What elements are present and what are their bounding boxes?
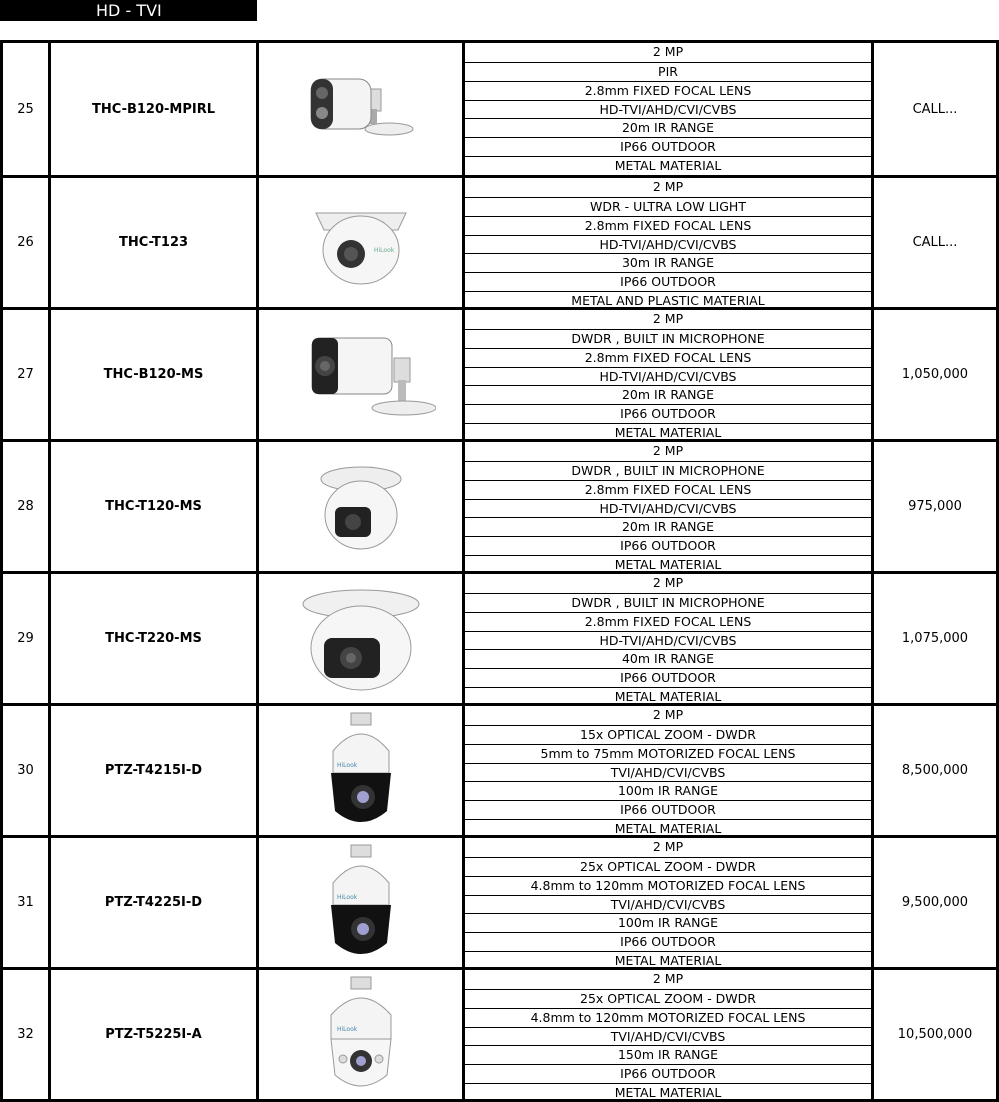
section-header — [0, 0, 257, 21]
product-image — [259, 706, 465, 835]
product-row — [3, 571, 996, 703]
product-row — [3, 835, 996, 967]
spec-line: 2.8mm FIXED FOCAL LENS — [465, 612, 871, 631]
product-price-table — [0, 40, 999, 1102]
spec-line: 20m IR RANGE — [465, 118, 871, 137]
product-number: 30 — [3, 706, 51, 835]
spec-line: IP66 OUTDOOR — [465, 536, 871, 555]
product-image — [259, 442, 465, 571]
spec-line: HD-TVI/AHD/CVI/CVBS — [465, 631, 871, 650]
spec-line: DWDR , BUILT IN MICROPHONE — [465, 593, 871, 612]
spec-line: 2 MP — [652, 575, 684, 590]
spec-line: 2 MP — [652, 443, 684, 458]
product-row — [3, 175, 996, 307]
spec-line: HD-TVI/AHD/CVI/CVBS — [465, 235, 871, 254]
product-specs — [465, 838, 874, 967]
product-number: 28 — [3, 442, 51, 571]
product-model: PTZ-T4215I-D — [51, 706, 259, 835]
product-row — [3, 43, 996, 175]
dome-camera-icon — [306, 198, 416, 288]
spec-line: IP66 OUTDOOR — [465, 137, 871, 156]
spec-line: 30m IR RANGE — [465, 253, 871, 272]
turret-camera-large-icon — [296, 584, 426, 694]
product-row — [3, 439, 996, 571]
spec-line: 5mm to 75mm MOTORIZED FOCAL LENS — [465, 744, 871, 763]
product-number: 32 — [3, 970, 51, 1099]
product-model: THC-T220-MS — [51, 574, 259, 703]
spec-line: WDR - ULTRA LOW LIGHT — [465, 197, 871, 216]
spec-line: IP66 OUTDOOR — [465, 404, 871, 423]
product-price: 9,500,000 — [901, 895, 969, 910]
product-specs — [465, 574, 874, 703]
product-price: CALL... — [912, 101, 958, 117]
spec-line: TVI/AHD/CVI/CVBS — [465, 895, 871, 914]
product-specs — [465, 43, 874, 175]
spec-line: METAL MATERIAL — [465, 555, 871, 574]
product-price: 1,075,000 — [901, 631, 969, 646]
spec-line: 4.8mm to 120mm MOTORIZED FOCAL LENS — [465, 1008, 871, 1027]
spec-line: METAL AND PLASTIC MATERIAL — [465, 291, 871, 310]
spec-line: 25x OPTICAL ZOOM - DWDR — [465, 857, 871, 876]
product-image — [259, 838, 465, 967]
product-price: 8,500,000 — [901, 763, 969, 778]
spec-line: PIR — [465, 62, 871, 81]
spec-line: METAL MATERIAL — [465, 687, 871, 706]
product-row — [3, 307, 996, 439]
bullet-camera-icon — [286, 330, 436, 420]
product-model: PTZ-T5225I-A — [51, 970, 259, 1099]
ptz-camera-white-icon — [321, 975, 401, 1095]
product-price: 10,500,000 — [897, 1027, 973, 1042]
product-number: 31 — [3, 838, 51, 967]
product-specs — [465, 706, 874, 835]
product-model: THC-B120-MS — [51, 310, 259, 439]
spec-line: 4.8mm to 120mm MOTORIZED FOCAL LENS — [465, 876, 871, 895]
product-row — [3, 967, 996, 1099]
section-title: HD - TVI — [96, 1, 162, 20]
product-number: 29 — [3, 574, 51, 703]
spec-line: HD-TVI/AHD/CVI/CVBS — [465, 367, 871, 386]
product-price: 1,050,000 — [901, 367, 969, 382]
turret-camera-icon — [311, 459, 411, 554]
spec-line: IP66 OUTDOOR — [465, 668, 871, 687]
spec-line: 150m IR RANGE — [465, 1045, 871, 1064]
spec-line: METAL MATERIAL — [465, 951, 871, 970]
product-image — [259, 970, 465, 1099]
spec-line: DWDR , BUILT IN MICROPHONE — [465, 329, 871, 348]
spec-line: IP66 OUTDOOR — [465, 932, 871, 951]
product-number: 25 — [3, 43, 51, 175]
spec-line: 40m IR RANGE — [465, 649, 871, 668]
svg-text:HiLook: HiLook — [373, 246, 394, 254]
spec-line: DWDR , BUILT IN MICROPHONE — [465, 461, 871, 480]
product-row — [3, 703, 996, 835]
bullet-camera-pir-icon — [301, 69, 421, 149]
spec-line: TVI/AHD/CVI/CVBS — [465, 1027, 871, 1046]
product-model: PTZ-T4225I-D — [51, 838, 259, 967]
spec-line: 2 MP — [652, 179, 684, 194]
spec-line: IP66 OUTDOOR — [465, 272, 871, 291]
product-number: 26 — [3, 178, 51, 307]
svg-text:HiLook: HiLook — [336, 893, 357, 901]
product-number: 27 — [3, 310, 51, 439]
product-specs — [465, 970, 874, 1099]
product-specs — [465, 442, 874, 571]
spec-line: 2 MP — [652, 971, 684, 986]
spec-line: METAL MATERIAL — [465, 423, 871, 442]
spec-line: 100m IR RANGE — [465, 781, 871, 800]
spec-line: 100m IR RANGE — [465, 913, 871, 932]
spec-line: METAL MATERIAL — [465, 819, 871, 838]
spec-line: METAL MATERIAL — [465, 156, 871, 175]
spec-line: 2.8mm FIXED FOCAL LENS — [465, 348, 871, 367]
product-specs — [465, 310, 874, 439]
product-specs — [465, 178, 874, 307]
spec-line: IP66 OUTDOOR — [465, 1064, 871, 1083]
spec-line: 2 MP — [652, 311, 684, 326]
spec-line: HD-TVI/AHD/CVI/CVBS — [465, 499, 871, 518]
spec-line: 20m IR RANGE — [465, 385, 871, 404]
product-image — [259, 574, 465, 703]
product-image — [259, 310, 465, 439]
product-model: THC-B120-MPIRL — [51, 43, 259, 175]
spec-line: 2 MP — [652, 707, 684, 722]
spec-line: METAL MATERIAL — [465, 1083, 871, 1102]
spec-line: TVI/AHD/CVI/CVBS — [465, 763, 871, 782]
product-image — [259, 43, 465, 175]
svg-text:HiLook: HiLook — [336, 761, 357, 769]
product-price: CALL... — [912, 235, 958, 250]
ptz-camera-icon — [321, 711, 401, 831]
spec-line: IP66 OUTDOOR — [465, 800, 871, 819]
product-price: 975,000 — [908, 499, 962, 514]
product-image — [259, 178, 465, 307]
product-model: THC-T123 — [51, 178, 259, 307]
spec-line: 2 MP — [652, 839, 684, 854]
spec-line: 2.8mm FIXED FOCAL LENS — [465, 81, 871, 100]
ptz-camera-icon — [321, 843, 401, 963]
product-model: THC-T120-MS — [51, 442, 259, 571]
spec-line: 20m IR RANGE — [465, 517, 871, 536]
spec-line: 2.8mm FIXED FOCAL LENS — [465, 480, 871, 499]
spec-line: 25x OPTICAL ZOOM - DWDR — [465, 989, 871, 1008]
spec-line: 2.8mm FIXED FOCAL LENS — [465, 216, 871, 235]
spec-line: 15x OPTICAL ZOOM - DWDR — [465, 725, 871, 744]
spec-line: HD-TVI/AHD/CVI/CVBS — [465, 100, 871, 119]
svg-text:HiLook: HiLook — [336, 1025, 357, 1033]
spec-line: 2 MP — [652, 44, 684, 59]
